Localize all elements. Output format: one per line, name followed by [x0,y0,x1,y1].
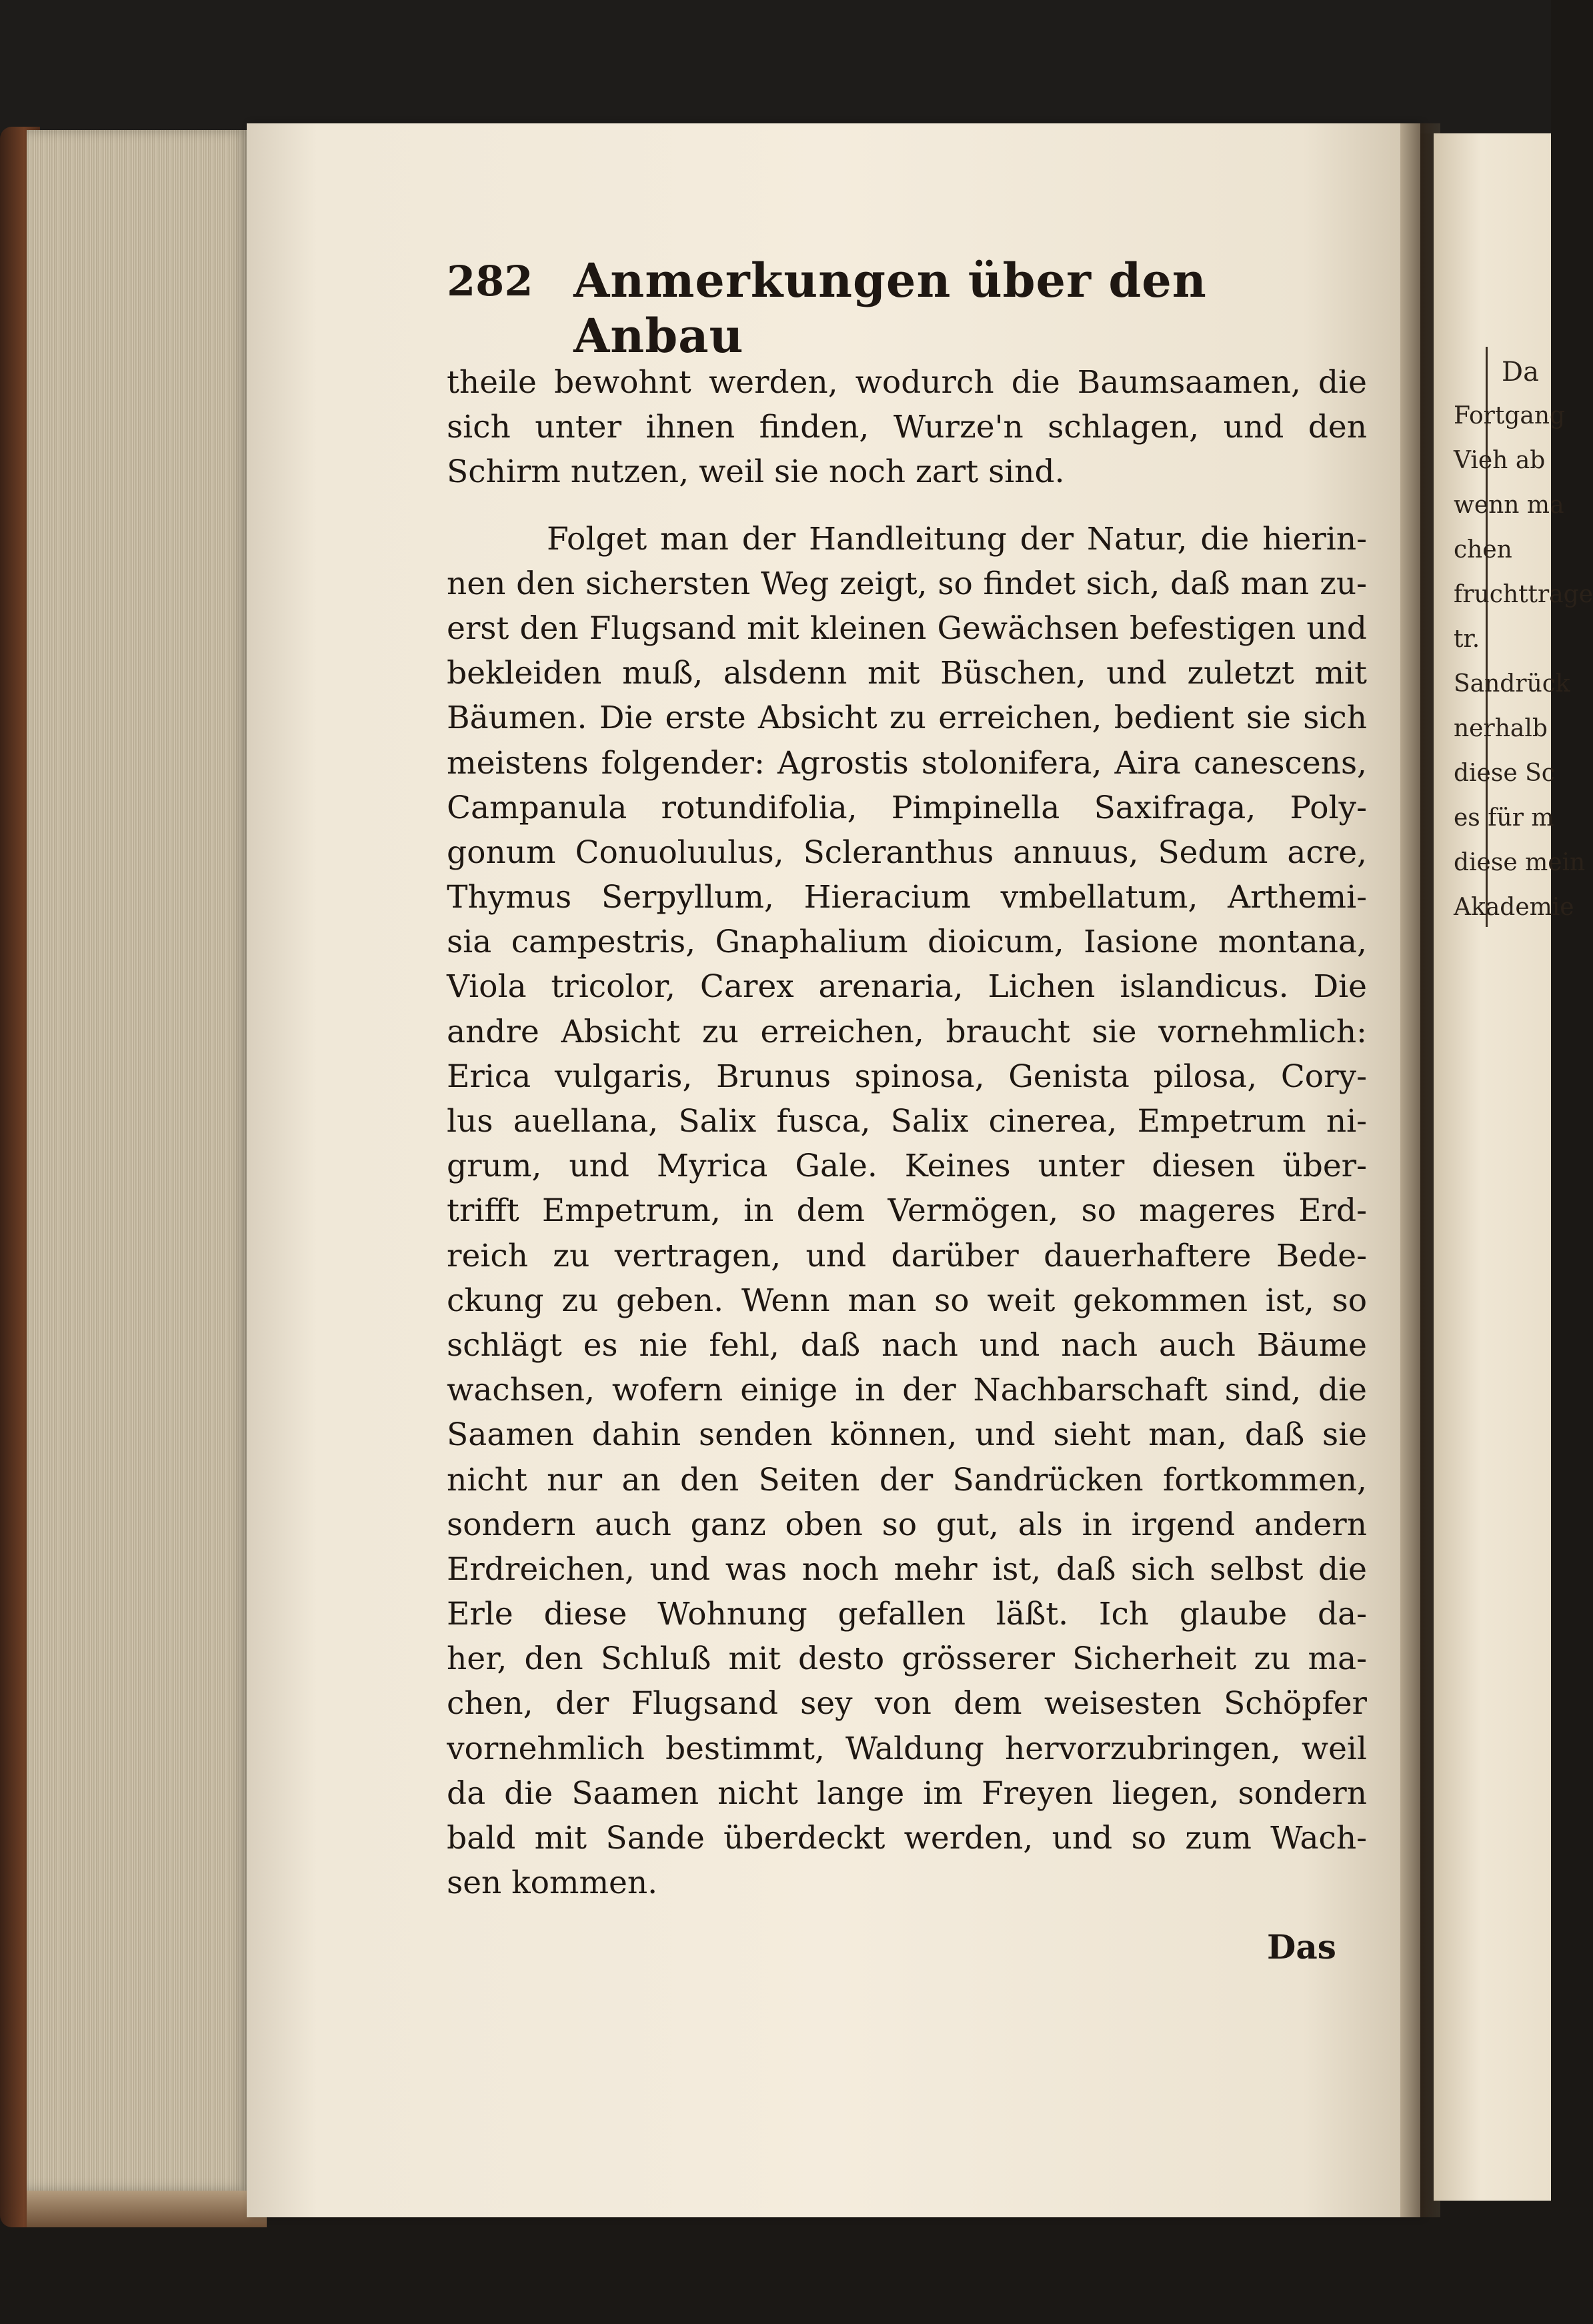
text-line: trifft Empetrum, in dem Vermögen, so mageres Erd- [447,1192,1367,1230]
text-line: Thymus Serpyllum, Hieracium vmbellatum, Arthemi- [447,879,1367,916]
page-header [447,253,1380,363]
facing-line: Vieh ab [1454,447,1546,474]
text-line: gonum Conuoluulus, Scleranthus annuus, Sedum acre, [447,834,1367,871]
running-title: Anmerkungen über den Anbau [573,253,1207,363]
background-top [0,0,1551,133]
text-line: reich zu vertragen, und darüber dauerhaftere Bede- [447,1237,1367,1274]
text-line: ckung zu geben. Wenn man so weit gekommen ist, so [447,1282,1367,1319]
text-line: Erica vulgaris, Brunus spinosa, Genista pilosa, Cory- [447,1058,1367,1095]
text-line: grum, und Myrica Gale. Keines unter diesen über- [447,1148,1367,1185]
page-edges-bottom [27,2191,267,2227]
catchword: Das [1267,1927,1336,1967]
text-line: nen den sichersten Weg zeigt, so findet sich, daß man zu- [447,565,1367,602]
text-line: erst den Flugsand mit kleinen Gewächsen befestigen und [447,610,1367,647]
text-line: meistens folgender: Agrostis stolonifera, Aira canescens, [447,744,1367,782]
text-line: nicht nur an den Seiten der Sandrücken fortkommen, [447,1461,1367,1498]
text-line: sia campestris, Gnaphalium dioicum, Iasione montana, [447,924,1367,961]
text-line: Bäumen. Die erste Absicht zu erreichen, bedient sie sich [447,700,1367,737]
facing-line: chen [1454,536,1512,563]
text-line: Schirm nutzen, weil sie noch zart sind. [447,453,1065,491]
facing-line: diese mein [1454,849,1586,876]
text-line: chen, der Flugsand sey von dem weisesten Schöpfer [447,1685,1367,1722]
page-number: 282 [447,257,533,305]
text-line: sondern auch ganz oben so gut, als in irgend andern [447,1506,1367,1543]
text-line: Campanula rotundifolia, Pimpinella Saxifraga, Poly- [447,789,1367,826]
paragraph-gap [447,495,1367,517]
page-edges [27,130,247,2191]
facing-line: fruchttrage [1454,581,1593,608]
text-line: Erdreichen, und was noch mehr ist, daß sich selbst die [447,1550,1367,1588]
text-line: theile bewohnt werden, wodurch die Baumsaamen, die [447,364,1367,401]
text-line: Erle diese Wohnung gefallen läßt. Ich glaube da- [447,1596,1367,1633]
facing-line: wenn ma [1454,491,1564,519]
text-line: vornehmlich bestimmt, Waldung hervorzubringen, weil [447,1730,1367,1767]
facing-page-text [1454,347,1593,930]
text-line: Viola tricolor, Carex arenaria, Lichen islandicus. Die [447,968,1367,1006]
facing-line: tr. [1454,626,1480,653]
text-line: her, den Schluß mit desto grösserer Sicherheit zu ma- [447,1640,1367,1678]
text-line: da die Saamen nicht lange im Freyen liegen, sondern [447,1775,1367,1812]
text-line: wachsen, wofern einige in der Nachbarschaft sind, die [447,1372,1367,1409]
facing-line: es für m [1454,804,1554,832]
text-line: andre Absicht zu erreichen, braucht sie vornehmlich: [447,1013,1367,1050]
text-line: bald mit Sande überdeckt werden, und so zum Wach- [447,1820,1367,1857]
facing-line: nerhalb [1454,715,1548,742]
text-line: sich unter ihnen finden, Wurze'n schlagen, und den [447,409,1367,446]
facing-line: Akademie [1454,894,1574,921]
text-line: bekleiden muß, alsdenn mit Büschen, und zuletzt mit [447,655,1367,692]
facing-line: Sandrück [1454,670,1570,698]
text-line: lus auellana, Salix fusca, Salix cinerea, Empetrum ni- [447,1103,1367,1140]
text-line: schlägt es nie fehl, daß nach und nach auch Bäume [447,1326,1367,1364]
facing-page-catchword: Da [1502,357,1539,387]
text-line: sen kommen. [447,1865,658,1902]
text-line: Saamen dahin senden können, und sieht man, daß sie [447,1416,1367,1454]
body-text [447,360,1367,1905]
facing-line: Fortgang [1454,402,1566,429]
text-line: Folget man der Handleitung der Natur, die hierin- [547,520,1367,557]
facing-line: diese Sc [1454,760,1555,787]
